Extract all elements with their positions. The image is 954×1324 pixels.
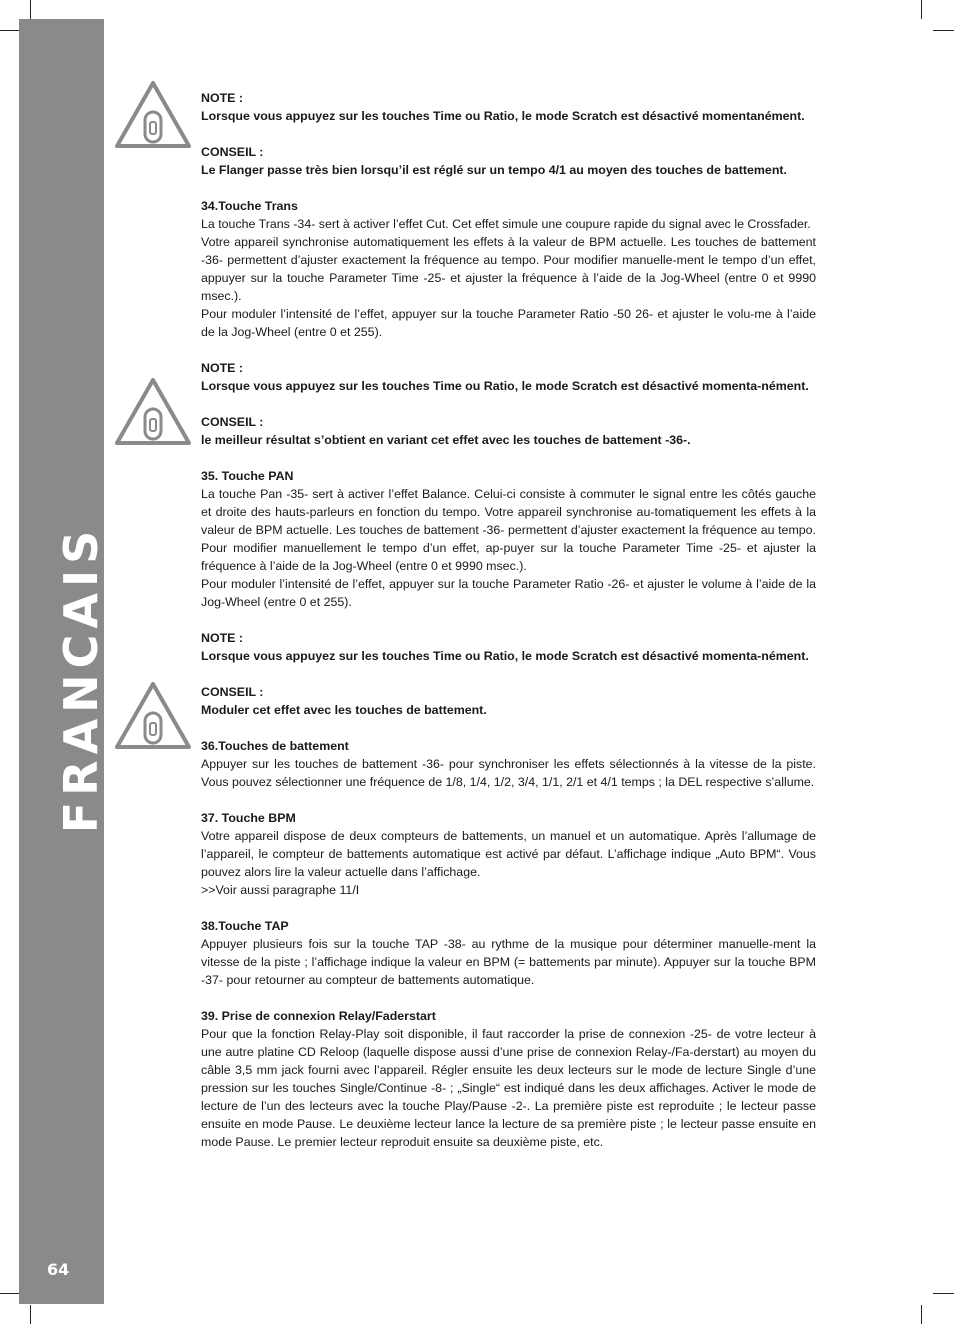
crop-mark <box>933 30 954 31</box>
page-number: 64 <box>47 1260 70 1279</box>
note-label: NOTE : <box>201 631 243 645</box>
section-title: 35. Touche PAN <box>201 469 294 483</box>
manual-content <box>201 89 816 1151</box>
crop-mark <box>921 1305 922 1324</box>
section-title: 34.Touche Trans <box>201 199 298 213</box>
crop-mark <box>933 1293 954 1294</box>
paragraph: Votre appareil synchronise automatiquement les effets à la valeur de BPM actuelle. Les touches de battement -36- permettent d’ajuster exactement la fréquence au tempo. Pour modifier manuelle-ment le tempo d’un effet, appuyer sur la touche Parameter Time -25- et ajuster la fréquence à l’aide de la Jog-Wheel (entre 0 et 9990 msec.). <box>201 235 816 303</box>
paragraph: Appuyer sur les touches de battement -36- pour synchroniser les effets sélectionnés à la vitesse de la piste. Vous pouvez sélectionner une fréquence de 1/8, 1/4, 1/2, 3/4, 1/1, 2/1 et 4/1 temps ; la DEL respective s’allume. <box>201 757 816 789</box>
warning-icon <box>114 80 192 150</box>
tip-label: CONSEIL : <box>201 415 264 429</box>
paragraph: >>Voir aussi paragraphe 11/I <box>201 883 360 897</box>
paragraph: Pour moduler l’intensité de l’effet, appuyer sur la touche Parameter Ratio -26- et ajuster le volume à l’aide de la Jog-Wheel (entre 0 et 255). <box>201 577 816 609</box>
paragraph: Appuyer plusieurs fois sur la touche TAP -38- au rythme de la musique pour déterminer manuelle-ment la vitesse de la piste ; l’affichage indique la valeur en BPM (= battements par minute). Appuyer sur la touche BPM -37- pour retourner au compteur de battements automatique. <box>201 937 816 987</box>
paragraph: Votre appareil dispose de deux compteurs de battements, un manuel et un automatique. Après l’allumage de l’appareil, le compteur de battements automatique est activé par défaut. L’affichage indique „Auto BPM“. Vous pouvez alors lire la valeur actuelle dans l’affichage. <box>201 829 816 879</box>
language-label: FRANCAIS <box>54 524 108 834</box>
tip-text: le meilleur résultat s’obtient en variant cet effet avec les touches de battement -36-. <box>201 433 691 447</box>
paragraph: Pour moduler l’intensité de l’effet, appuyer sur la touche Parameter Ratio -50 26- et ajuster le volu-me à l’aide de la Jog-Wheel (entre 0 et 255). <box>201 307 816 339</box>
note-text: Lorsque vous appuyez sur les touches Time ou Ratio, le mode Scratch est désactivé momenta-nément. <box>201 379 809 393</box>
paragraph: La touche Trans -34- sert à activer l’effet Cut. Cet effet simule une coupure rapide du signal avec le Crossfader. <box>201 217 811 231</box>
paragraph: La touche Pan -35- sert à activer l’effet Balance. Celui-ci consiste à commuter le signal entre les côtés gauche et droite des hauts-parleurs en fonction du tempo. Votre appareil synchronise au-tomatiquement les effets à la valeur de BPM actuelle. Les touches de battement -36- permettent d’ajuster exactement la fréquence au tempo. Pour modifier manuellement le tempo d’un effet, ap-puyer sur la touche Parameter Time -25- et ajuster la fréquence à l’aide de la Jog-Wheel (entre 0 et 9990 msec.). <box>201 487 816 573</box>
crop-mark <box>30 0 31 19</box>
warning-icon <box>114 377 192 447</box>
note-label: NOTE : <box>201 361 243 375</box>
crop-mark <box>0 1293 19 1294</box>
tip-text: Le Flanger passe très bien lorsqu’il est réglé sur un tempo 4/1 au moyen des touches de battement. <box>201 163 787 177</box>
tip-text: Moduler cet effet avec les touches de battement. <box>201 703 487 717</box>
note-text: Lorsque vous appuyez sur les touches Time ou Ratio, le mode Scratch est désactivé momenta-nément. <box>201 649 809 663</box>
tip-label: CONSEIL : <box>201 685 264 699</box>
paragraph: Pour que la fonction Relay-Play soit disponible, il faut raccorder la prise de connexion -25- de votre lecteur à une autre platine CD Reloop (laquelle dispose aussi d’une prise de connexion Relay-/Fa-derstart) au moyen du câble 3,5 mm jack fourni avec l’appareil. Régler ensuite les deux lecteurs sur le mode de lecture Single d’une pression sur les touches Single/Continue -8- ; „Single“ est indiqué dans les deux affichages. Activer le mode de lecture de l’un des lecteurs avec la touche Play/Pause -2-. La première piste est reproduite ; le lecteur passe ensuite en mode Pause. Le deuxième lecteur lance la lecture de sa première piste ; le lecteur passe ensuite en mode Pause. Le premier lecteur reproduit ensuite sa deuxième piste, etc. <box>201 1027 816 1149</box>
note-text: Lorsque vous appuyez sur les touches Time ou Ratio, le mode Scratch est désactivé momentanément. <box>201 109 805 123</box>
language-sidebar <box>19 19 108 1304</box>
crop-mark <box>0 30 19 31</box>
note-label: NOTE : <box>201 91 243 105</box>
crop-mark <box>30 1305 31 1324</box>
section-title: 36.Touches de battement <box>201 739 349 753</box>
tip-label: CONSEIL : <box>201 145 264 159</box>
section-title: 37. Touche BPM <box>201 811 296 825</box>
crop-mark <box>921 0 922 19</box>
section-title: 38.Touche TAP <box>201 919 289 933</box>
warning-icon <box>114 681 192 751</box>
section-title: 39. Prise de connexion Relay/Faderstart <box>201 1009 436 1023</box>
